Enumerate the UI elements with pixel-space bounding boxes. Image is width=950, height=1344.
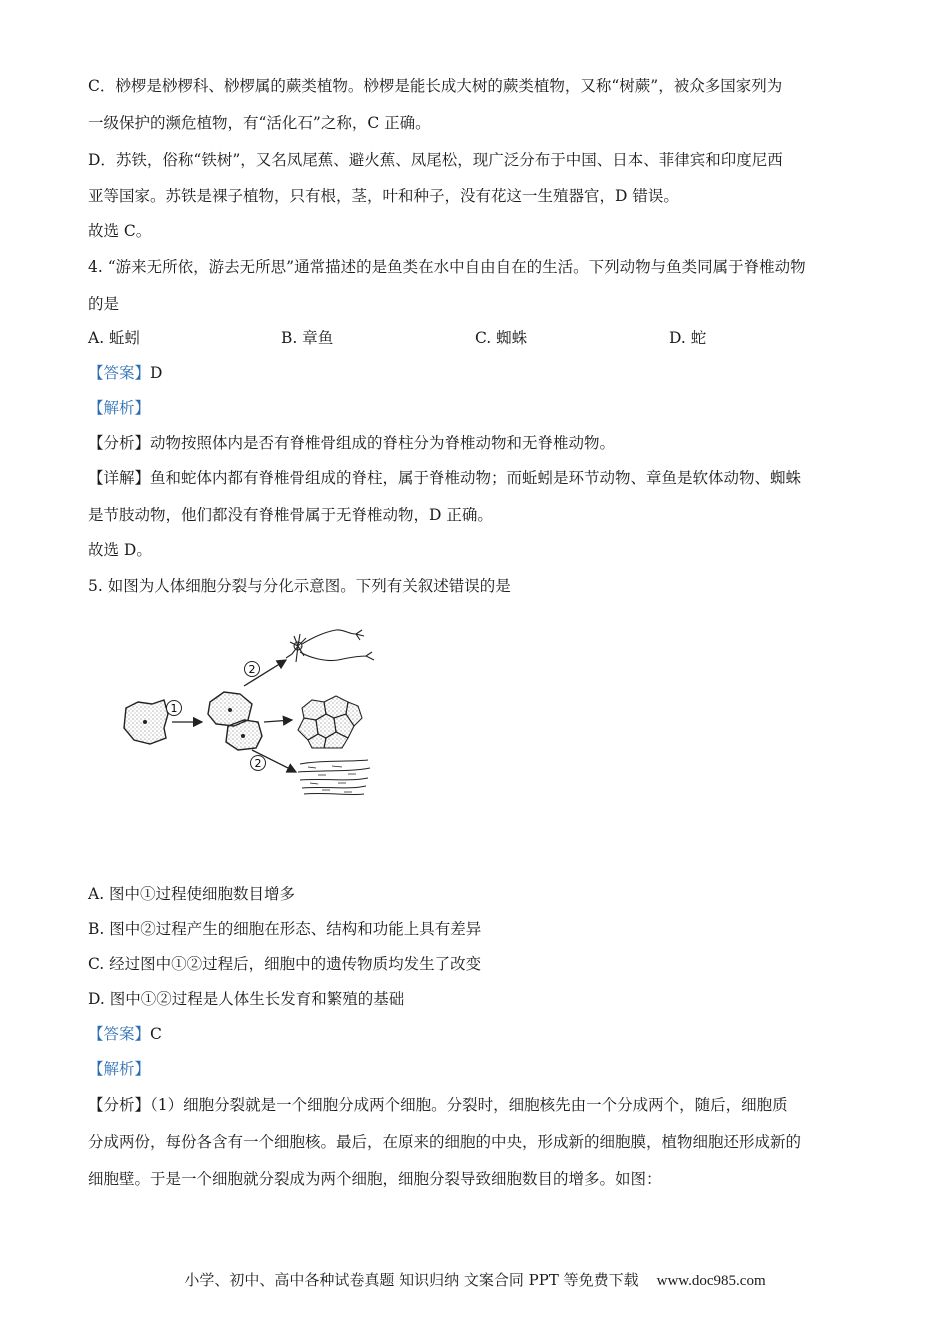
q5-option-c: C. 经过图中①②过程后，细胞中的遗传物质均发生了改变 (88, 955, 482, 973)
q5-fenxi-line1 (88, 1095, 788, 1115)
q4-stem-line2: 的是 (88, 295, 120, 313)
q3-option-c-line1: C．桫椤是桫椤科、桫椤属的蕨类植物。桫椤是能长成大树的蕨类植物，又称“树蕨”，被众多国家列为 (88, 77, 783, 95)
muscle-cells (298, 760, 370, 795)
q5-option-d: D. 图中①②过程是人体生长发育和繁殖的基础 (88, 990, 405, 1008)
q4-xiangjie-line1 (88, 468, 801, 488)
q5-stem: 5. 如图为人体细胞分裂与分化示意图。下列有关叙述错误的是 (88, 577, 511, 595)
svg-text:2: 2 (248, 663, 256, 676)
q4-option-c: C. 蜘蛛 (475, 329, 528, 347)
original-cell (124, 700, 168, 744)
q4-fenxi (88, 433, 615, 453)
q3-option-d-line1: D．苏铁，俗称“铁树”，又名凤尾蕉、避火蕉、凤尾松，现广泛分布于中国、日本、菲律宾和印度尼西 (88, 151, 783, 169)
xiangjie-tag: 【详解】 (88, 469, 151, 487)
answer-tag: 【答案】 (88, 1025, 151, 1043)
circled-label-2-bottom (251, 756, 266, 771)
q4-option-b: B. 章鱼 (281, 329, 334, 347)
xiangjie-text: 鱼和蛇体内都有脊椎骨组成的脊柱，属于脊椎动物；而蚯蚓是环节动物、章鱼是软体动物、蜘蛛 (150, 469, 802, 487)
differentiation-arrow-middle (264, 720, 292, 722)
divided-cells (208, 692, 262, 750)
epithelial-cells (298, 696, 362, 748)
fenxi-tag: 【分析】 (88, 1096, 151, 1114)
footer-text: 小学、初中、高中各种试卷真题 知识归纳 文案合同 PPT 等免费下载 (184, 1271, 639, 1289)
analysis-tag: 【解析】 (88, 1060, 151, 1078)
cell-division-differentiation-diagram (112, 622, 382, 808)
q4-stem-line1: 4. “游来无所依，游去无所思”通常描述的是鱼类在水中自由自在的生活。下列动物与鱼类同属于脊椎动物 (88, 258, 806, 276)
answer-value: C (150, 1025, 162, 1043)
answer-value: D (150, 364, 163, 382)
fenxi-text: （1）细胞分裂就是一个细胞分成两个细胞。分裂时，细胞核先由一个分成两个，随后，细胞质 (150, 1096, 788, 1114)
q4-option-a: A. 蚯蚓 (88, 329, 141, 347)
page-footer (0, 1269, 950, 1290)
q4-analysis-heading (88, 398, 150, 418)
q5-answer (88, 1024, 162, 1044)
fenxi-text: 动物按照体内是否有脊椎骨组成的脊柱分为脊椎动物和无脊椎动物。 (150, 434, 616, 452)
nerve-cell (286, 630, 374, 662)
q3-option-c-line2: 一级保护的濒危植物，有“活化石”之称，C 正确。 (88, 114, 431, 132)
svg-text:2: 2 (254, 757, 262, 770)
analysis-tag: 【解析】 (88, 399, 151, 417)
q5-fenxi-line2: 分成两份，每份各含有一个细胞核。最后，在原来的细胞的中央，形成新的细胞膜，植物细胞还形成新的 (88, 1133, 802, 1151)
q5-option-b: B. 图中②过程产生的细胞在形态、结构和功能上具有差异 (88, 920, 482, 938)
circled-label-1 (167, 701, 182, 716)
q5-option-a: A. 图中①过程使细胞数目增多 (88, 885, 296, 903)
q4-choose: 故选 D。 (88, 541, 152, 559)
q5-fenxi-line3: 细胞壁。于是一个细胞就分裂成为两个细胞，细胞分裂导致细胞数目的增多。如图： (88, 1170, 662, 1188)
circled-label-2-top (245, 662, 260, 677)
q4-xiangjie-line2: 是节肢动物，他们都没有脊椎骨属于无脊椎动物，D 正确。 (88, 506, 493, 524)
q5-analysis-heading (88, 1059, 150, 1079)
q3-option-d-line2: 亚等国家。苏铁是裸子植物，只有根，茎，叶和种子，没有花这一生殖器官，D 错误。 (88, 187, 679, 205)
answer-tag: 【答案】 (88, 364, 151, 382)
footer-url[interactable]: www.doc985.com (656, 1273, 766, 1289)
q4-option-d: D. 蛇 (669, 329, 707, 347)
fenxi-tag: 【分析】 (88, 434, 151, 452)
svg-text:1: 1 (170, 702, 178, 715)
q3-choose: 故选 C。 (88, 222, 152, 240)
q4-answer (88, 363, 162, 383)
